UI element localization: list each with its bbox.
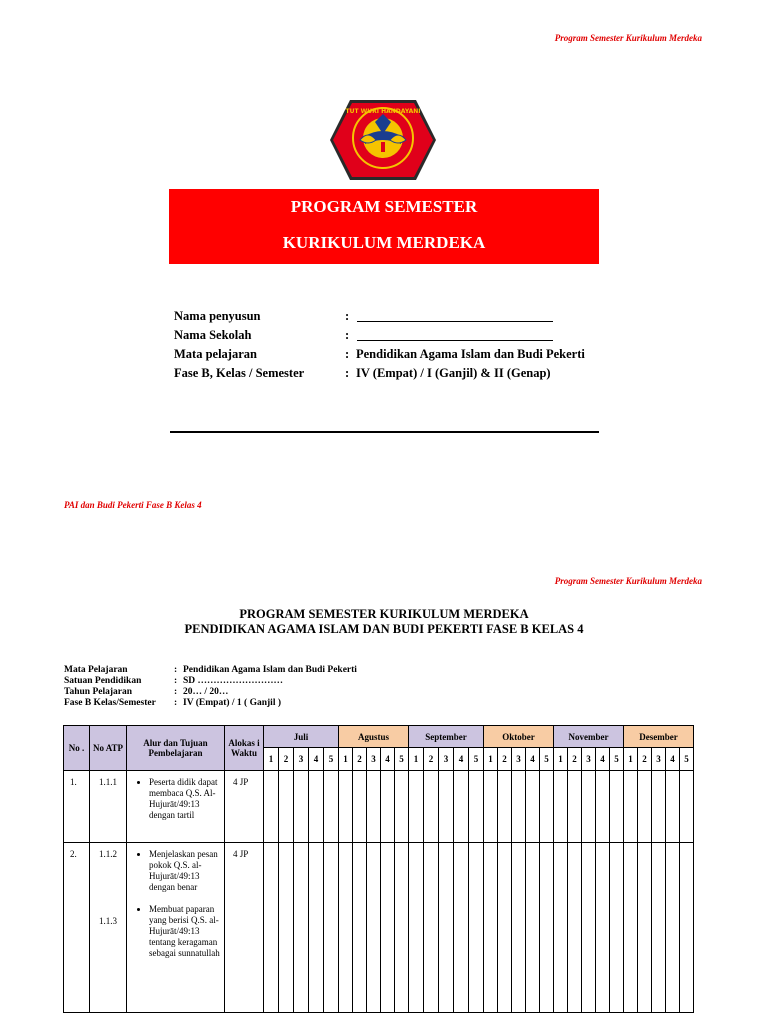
logo-motto: TUT WURI HANDAYANI (345, 108, 421, 115)
schedule-cell (484, 771, 498, 843)
schedule-cell (324, 771, 339, 843)
schedule-cell (279, 771, 294, 843)
schedule-cell (568, 843, 582, 1013)
tujuan-item: • Peserta didik dapat membaca Q.S. Al-Hujurāt/49:13 dengan tartil (149, 777, 222, 821)
week-cell: 5 (540, 748, 554, 771)
week-cell: 4 (596, 748, 610, 771)
page2-title (0, 607, 768, 637)
week-cell: 3 (439, 748, 454, 771)
page-footer-text: PAI dan Budi Pekerti Fase B Kelas 4 (64, 500, 202, 510)
schedule-cell (666, 771, 680, 843)
cell-alokasi: 4 JP (225, 771, 264, 843)
schedule-cell (554, 771, 568, 843)
schedule-cell (353, 843, 367, 1013)
month-header-september: September (409, 726, 484, 748)
schedule-cell (395, 771, 409, 843)
cell-tujuan (127, 843, 225, 1013)
meta-label: Satuan Pendidikan (64, 676, 142, 686)
schedule-cell (652, 771, 666, 843)
schedule-cell (652, 843, 666, 1013)
tut-wuri-handayani-logo-icon (330, 100, 436, 180)
schedule-cell (294, 771, 309, 843)
schedule-cell (596, 843, 610, 1013)
meta-label: Tahun Pelajaran (64, 687, 133, 697)
cell-alokasi: 4 JP (225, 843, 264, 1013)
schedule-cell (381, 843, 395, 1013)
week-cell: 2 (279, 748, 294, 771)
divider-line (170, 431, 599, 433)
month-header-juli: Juli (264, 726, 339, 748)
schedule-cell (454, 843, 469, 1013)
schedule-cell (409, 843, 424, 1013)
schedule-cell (279, 843, 294, 1013)
week-cell: 4 (526, 748, 540, 771)
schedule-cell (568, 771, 582, 843)
blank-line (357, 340, 553, 341)
week-cell: 5 (610, 748, 624, 771)
week-cell: 2 (568, 748, 582, 771)
week-cell: 2 (424, 748, 439, 771)
field-colon: : (345, 366, 350, 380)
schedule-cell (666, 843, 680, 1013)
tujuan-item: • Menjelaskan pesan pokok Q.S. al-Hujurāt/49:13 dengan benar (149, 849, 222, 893)
month-header-desember: Desember (624, 726, 694, 748)
schedule-cell (264, 771, 279, 843)
week-cell: 1 (264, 748, 279, 771)
cover-title-line1: PROGRAM SEMESTER (290, 197, 478, 216)
schedule-cell (582, 843, 596, 1013)
schedule-cell (638, 843, 652, 1013)
schedule-cell (264, 843, 279, 1013)
week-cell: 3 (294, 748, 309, 771)
field-value: IV (Empat) / I (Ganjil) & II (Genap) (356, 366, 551, 380)
schedule-cell (367, 771, 381, 843)
schedule-cell (367, 843, 381, 1013)
schedule-cell (294, 843, 309, 1013)
cell-no: 2. (64, 843, 90, 1013)
meta-colon: : (174, 665, 178, 675)
cover-title-banner (169, 189, 599, 264)
week-cell: 3 (652, 748, 666, 771)
meta-colon: : (174, 698, 178, 708)
week-cell: 5 (395, 748, 409, 771)
week-cell: 4 (381, 748, 395, 771)
week-cell: 1 (624, 748, 638, 771)
meta-colon: : (174, 676, 178, 686)
meta-label: Fase B Kelas/Semester (64, 698, 156, 708)
schedule-cell (339, 771, 353, 843)
schedule-cell (512, 843, 526, 1013)
field-label: Nama penyusun (174, 309, 261, 323)
program-semester-table (63, 725, 694, 1013)
schedule-cell (624, 771, 638, 843)
schedule-cell (339, 843, 353, 1013)
schedule-cell (582, 771, 596, 843)
schedule-cell (424, 843, 439, 1013)
schedule-cell (324, 843, 339, 1013)
table-row (64, 843, 694, 1013)
cell-atp (90, 843, 127, 1013)
header-no: No . (64, 726, 90, 771)
schedule-cell (498, 771, 512, 843)
schedule-cell (680, 771, 694, 843)
week-cell: 3 (512, 748, 526, 771)
meta-value: Pendidikan Agama Islam dan Budi Pekerti (183, 665, 357, 675)
meta-label: Mata Pelajaran (64, 665, 128, 675)
page2-header-text: Program Semester Kurikulum Merdeka (554, 576, 702, 586)
schedule-cell (526, 843, 540, 1013)
week-cell: 4 (454, 748, 469, 771)
meta-value: SD ……………………… (183, 676, 284, 686)
schedule-cell (638, 771, 652, 843)
header-alur-tujuan: Alur dan Tujuan Pembelajaran (127, 726, 225, 771)
week-cell: 1 (484, 748, 498, 771)
week-cell: 1 (554, 748, 568, 771)
week-cell: 3 (582, 748, 596, 771)
schedule-cell (439, 843, 454, 1013)
cell-atp: 1.1.1 (90, 771, 127, 843)
field-colon: : (345, 347, 350, 361)
schedule-cell (512, 771, 526, 843)
month-header-oktober: Oktober (484, 726, 554, 748)
field-colon: : (345, 309, 350, 323)
meta-value: 20… / 20… (183, 687, 229, 697)
blank-line (357, 321, 553, 322)
week-cell: 4 (666, 748, 680, 771)
week-cell: 2 (353, 748, 367, 771)
meta-value: IV (Empat) / 1 ( Ganjil ) (183, 698, 281, 708)
page2-title-line2: PENDIDIKAN AGAMA ISLAM DAN BUDI PEKERTI FASE B KELAS 4 (184, 622, 584, 636)
meta-colon: : (174, 687, 178, 697)
page-header-text: Program Semester Kurikulum Merdeka (554, 33, 702, 43)
schedule-cell (680, 843, 694, 1013)
tujuan-item: • Membuat paparan yang berisi Q.S. al-Hujurāt/49:13 tentang keragaman sebagai sunnatullah (149, 904, 222, 959)
schedule-cell (540, 771, 554, 843)
schedule-cell (624, 843, 638, 1013)
field-label: Fase B, Kelas / Semester (174, 366, 305, 380)
week-cell: 5 (680, 748, 694, 771)
atp-code: 1.1.2 (99, 849, 117, 859)
schedule-cell (424, 771, 439, 843)
atp-code: 1.1.3 (99, 916, 117, 926)
schedule-cell (610, 843, 624, 1013)
week-cell: 2 (498, 748, 512, 771)
month-header-agustus: Agustus (339, 726, 409, 748)
schedule-cell (439, 771, 454, 843)
week-cell: 1 (339, 748, 353, 771)
schedule-cell (454, 771, 469, 843)
week-cell: 3 (367, 748, 381, 771)
schedule-cell (540, 843, 554, 1013)
field-colon: : (345, 328, 350, 342)
schedule-cell (309, 843, 324, 1013)
week-cell: 1 (409, 748, 424, 771)
week-cell: 5 (469, 748, 484, 771)
field-value: Pendidikan Agama Islam dan Budi Pekerti (356, 347, 585, 361)
month-header-november: November (554, 726, 624, 748)
schedule-cell (526, 771, 540, 843)
field-label: Nama Sekolah (174, 328, 252, 342)
schedule-cell (395, 843, 409, 1013)
page2-title-line1: PROGRAM SEMESTER KURIKULUM MERDEKA (239, 607, 529, 621)
schedule-cell (596, 771, 610, 843)
schedule-cell (498, 843, 512, 1013)
schedule-cell (554, 843, 568, 1013)
table-row (64, 771, 694, 843)
schedule-cell (409, 771, 424, 843)
cell-tujuan (127, 771, 225, 843)
header-no-atp: No ATP (90, 726, 127, 771)
field-label: Mata pelajaran (174, 347, 257, 361)
schedule-cell (309, 771, 324, 843)
week-cell: 2 (638, 748, 652, 771)
week-cell: 5 (324, 748, 339, 771)
schedule-cell (610, 771, 624, 843)
schedule-cell (353, 771, 367, 843)
cover-title-line2: KURIKULUM MERDEKA (282, 233, 486, 252)
schedule-cell (469, 771, 484, 843)
schedule-cell (469, 843, 484, 1013)
cell-no: 1. (64, 771, 90, 843)
header-alokasi-waktu: Alokas i Waktu (225, 726, 264, 771)
schedule-cell (484, 843, 498, 1013)
schedule-cell (381, 771, 395, 843)
week-cell: 4 (309, 748, 324, 771)
